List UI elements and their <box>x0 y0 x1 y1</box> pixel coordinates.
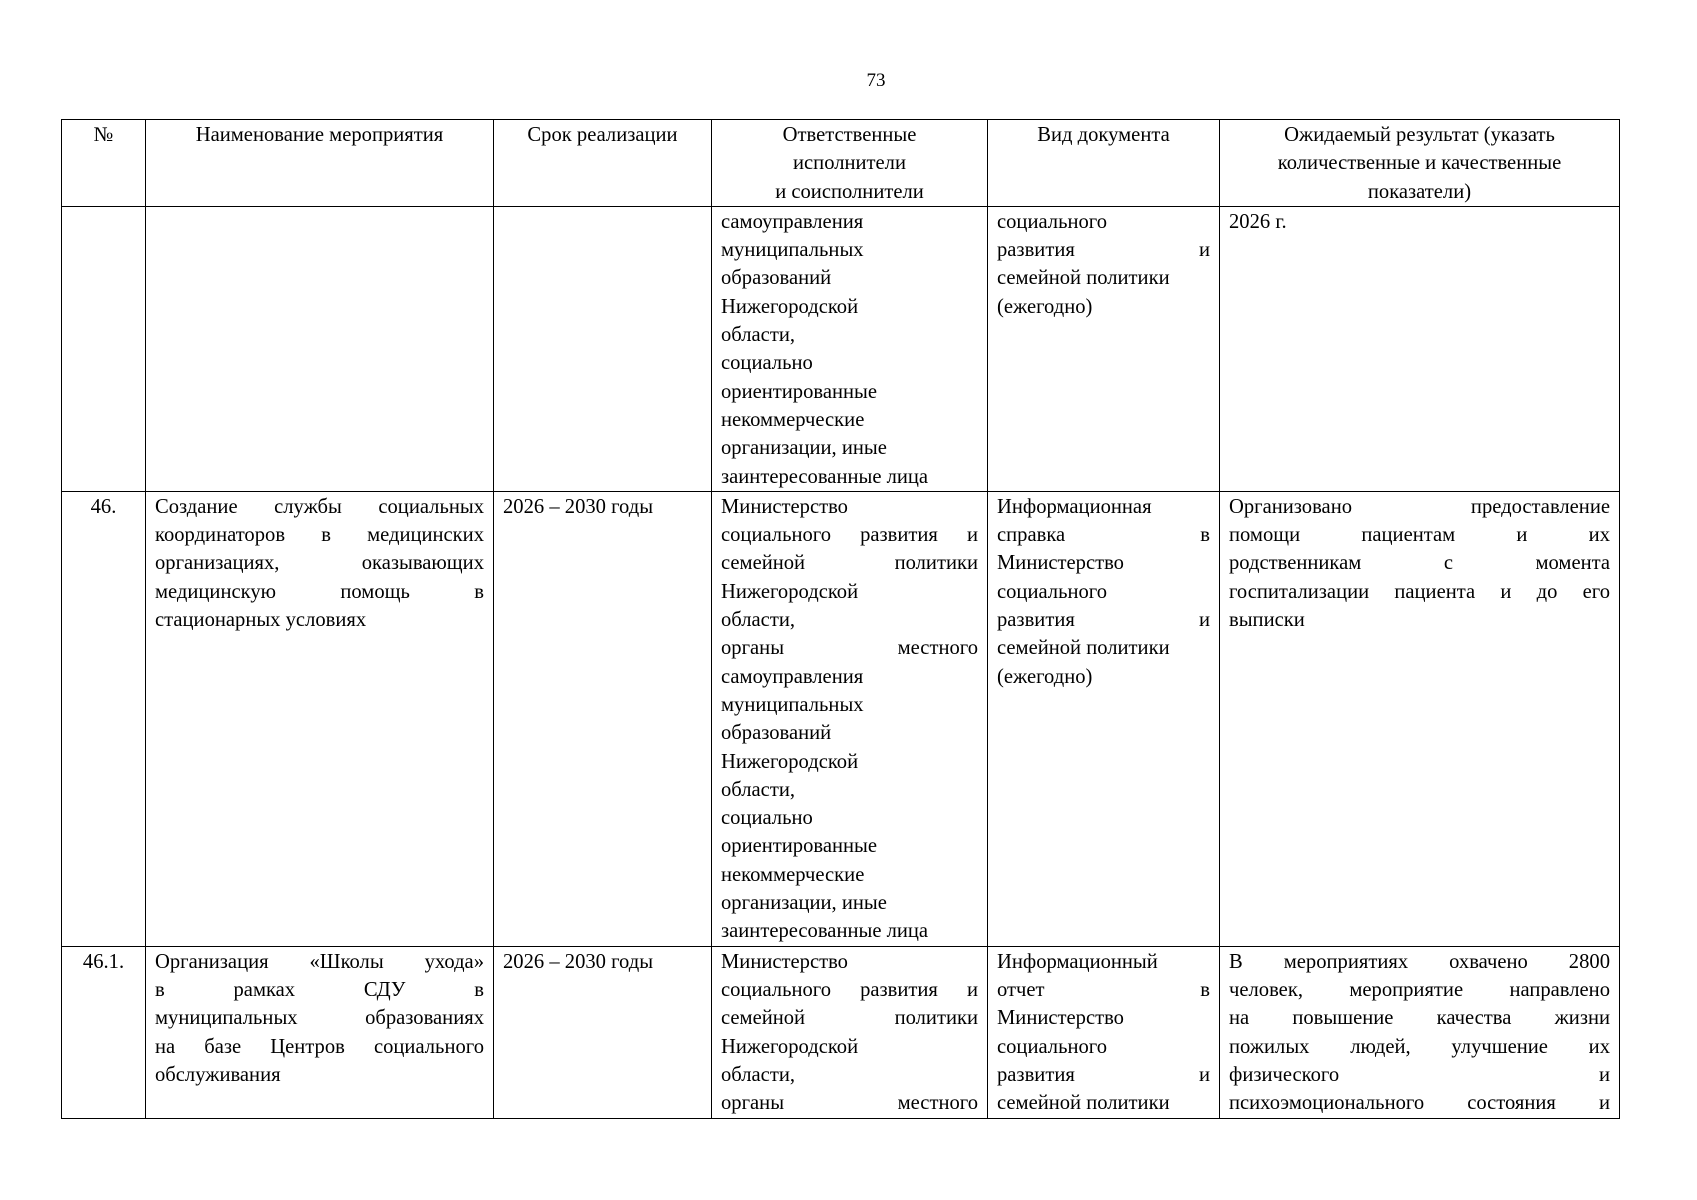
cell-line: социального развития и <box>721 524 978 547</box>
cell-line: заинтересованные лица <box>721 920 929 943</box>
cell-line: Нижегородской <box>721 750 859 773</box>
cell-line: в рамках СДУ в <box>155 979 484 1002</box>
cell-responsible <box>712 946 988 1118</box>
cell-line: заинтересованные лица <box>721 465 929 488</box>
cell-term: 2026 – 2030 годы <box>494 946 712 1118</box>
cell-line: социально <box>721 807 813 830</box>
cell-line: Организовано предоставление <box>1229 495 1610 518</box>
cell-term: 2026 – 2030 годы <box>494 491 712 946</box>
cell-line: организации, иные <box>721 437 887 460</box>
cell-line: госпитализации пациента и до его <box>1229 580 1610 603</box>
cell-line: на базе Центров социального <box>155 1035 484 1058</box>
cell-line: Министерство <box>997 552 1124 575</box>
table-header-row <box>62 120 1620 207</box>
cell-line: выписки <box>1229 609 1305 632</box>
cell-line: развития и <box>997 239 1210 262</box>
header-responsible-line: Ответственные <box>782 124 917 146</box>
header-result-line: показатели) <box>1367 180 1472 203</box>
cell-result <box>1220 206 1620 491</box>
cell-name <box>146 206 494 491</box>
cell-line: самоуправления <box>721 210 864 233</box>
cell-line: социального развития и <box>721 979 978 1002</box>
cell-line: социально <box>721 352 813 375</box>
cell-line: организации, иные <box>721 892 887 915</box>
cell-line: стационарных условиях <box>155 609 367 632</box>
cell-num: 46. <box>62 491 146 946</box>
cell-num <box>62 206 146 491</box>
cell-line: развития и <box>997 609 1210 632</box>
cell-line: Информационный <box>997 950 1158 973</box>
cell-line: ориентированные <box>721 380 878 403</box>
table-row <box>62 206 1620 491</box>
page-number: 73 <box>866 70 886 91</box>
cell-line: помощи пациентам и их <box>1229 524 1610 547</box>
cell-line: органы местного <box>721 1092 978 1115</box>
cell-line: Организация «Школы ухода» <box>155 950 484 973</box>
cell-name <box>146 946 494 1118</box>
cell-responsible <box>712 206 988 491</box>
cell-line: организациях, оказывающих <box>155 552 484 575</box>
cell-line: семейной политики <box>721 552 978 575</box>
cell-line: Нижегородской <box>721 295 859 318</box>
cell-line: родственникам с момента <box>1229 552 1610 575</box>
cell-line: Нижегородской <box>721 580 859 603</box>
header-responsible-line: и соисполнители <box>775 180 924 203</box>
cell-line: координаторов в медицинских <box>155 524 484 547</box>
cell-line: пожилых людей, улучшение их <box>1229 1035 1610 1058</box>
cell-line: муниципальных образованиях <box>155 1007 484 1030</box>
cell-line: Министерство <box>997 1007 1124 1030</box>
table-row <box>62 491 1620 946</box>
cell-num: 46.1. <box>62 946 146 1118</box>
cell-line: отчет в <box>997 979 1210 1002</box>
cell-responsible <box>712 491 988 946</box>
cell-document <box>988 491 1220 946</box>
cell-line: обслуживания <box>155 1064 281 1087</box>
cell-line: ориентированные <box>721 835 878 858</box>
cell-line: (ежегодно) <box>997 295 1093 318</box>
header-num: № <box>62 120 146 207</box>
header-term: Срок реализации <box>494 120 712 207</box>
cell-line: Создание службы социальных <box>155 495 484 518</box>
cell-result <box>1220 946 1620 1118</box>
cell-line: социального <box>997 1035 1108 1058</box>
cell-line: психоэмоционального состояния и <box>1229 1092 1610 1115</box>
cell-name <box>146 491 494 946</box>
cell-line: некоммерческие <box>721 863 865 886</box>
cell-line: самоуправления <box>721 665 864 688</box>
cell-line: на повышение качества жизни <box>1229 1007 1610 1030</box>
cell-line: Информационная <box>997 495 1152 518</box>
header-document: Вид документа <box>988 120 1220 207</box>
cell-line: Министерство <box>721 950 848 973</box>
cell-line: образований <box>721 722 832 745</box>
cell-line: развития и <box>997 1064 1210 1087</box>
cell-line: муниципальных <box>721 239 864 262</box>
cell-line: органы местного <box>721 637 978 660</box>
cell-line: образований <box>721 267 832 290</box>
header-result-line: количественные и качественные <box>1277 152 1562 175</box>
cell-line: (ежегодно) <box>997 665 1093 688</box>
cell-term <box>494 206 712 491</box>
cell-result <box>1220 491 1620 946</box>
cell-line: семейной политики <box>997 637 1170 660</box>
cell-line: муниципальных <box>721 693 864 716</box>
cell-line: семейной политики <box>997 267 1170 290</box>
cell-document <box>988 946 1220 1118</box>
cell-line: семейной политики <box>997 1092 1170 1115</box>
header-name: Наименование мероприятия <box>146 120 494 207</box>
cell-line: Министерство <box>721 495 848 518</box>
cell-line: социального <box>997 210 1108 233</box>
cell-line: 2026 г. <box>1229 210 1287 233</box>
cell-document <box>988 206 1220 491</box>
cell-line: области, <box>721 324 795 347</box>
cell-line: медицинскую помощь в <box>155 580 484 603</box>
header-responsible-line: исполнители <box>793 152 906 175</box>
cell-line: Нижегородской <box>721 1035 859 1058</box>
header-responsible <box>712 120 988 207</box>
cell-line: области, <box>721 778 795 801</box>
cell-line: социального <box>997 580 1108 603</box>
cell-line: семейной политики <box>721 1007 978 1030</box>
header-result <box>1220 120 1620 207</box>
table-row <box>62 946 1620 1118</box>
cell-line: человек, мероприятие направлено <box>1229 979 1610 1002</box>
cell-line: физического и <box>1229 1064 1610 1087</box>
activities-table <box>61 119 1620 1119</box>
cell-line: справка в <box>997 524 1210 547</box>
cell-line: области, <box>721 609 795 632</box>
cell-line: области, <box>721 1064 795 1087</box>
cell-line: В мероприятиях охвачено 2800 <box>1229 950 1610 973</box>
header-result-line: Ожидаемый результат (указать <box>1284 124 1555 146</box>
cell-line: некоммерческие <box>721 408 865 431</box>
